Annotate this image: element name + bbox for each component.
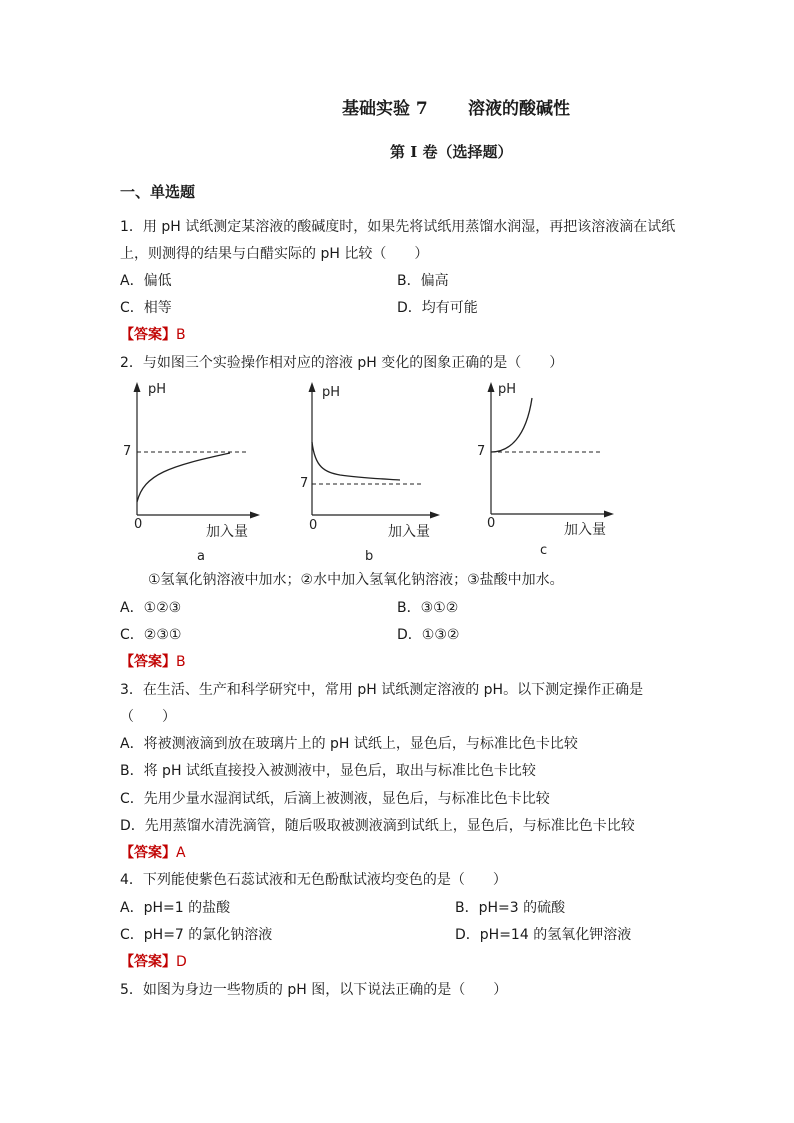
- q3-option-d: D．先用蒸馏水清洗滴管，随后吸取被测液滴到试纸上，显色后，与标准比色卡比较: [120, 818, 635, 834]
- section-heading: 一、单选题: [120, 183, 196, 201]
- q4-option-a: A．pH=1 的盐酸: [120, 900, 231, 916]
- subtitle: 第 I 卷（选择题）: [390, 143, 513, 161]
- graph-b-origin: 0: [309, 518, 318, 533]
- q1-answer: B: [176, 327, 186, 343]
- q3-answer-row: [120, 844, 186, 862]
- graph-a-x-label: 加入量: [206, 524, 248, 540]
- q4-answer-row: [120, 953, 187, 971]
- graph-b-ref-label: 7: [300, 476, 309, 491]
- graph-b-y-label: pH: [322, 385, 341, 400]
- graph-c: [484, 380, 614, 520]
- graph-c-caption: c: [540, 543, 548, 558]
- title-right: 溶液的酸碱性: [468, 99, 570, 119]
- q4-option-b: B．pH=3 的硫酸: [455, 900, 566, 916]
- q2-option-d: D．①③②: [397, 627, 460, 643]
- title-left: 基础实验 7: [342, 99, 428, 119]
- graph-a: [130, 380, 260, 520]
- q4-option-d: D．pH=14 的氢氧化钾溶液: [455, 927, 632, 943]
- q1-line2: 上，则测得的结果与白醋实际的 pH 比较（ ）: [120, 246, 429, 262]
- q4-option-c: C．pH=7 的氯化钠溶液: [120, 927, 273, 943]
- q1-answer-row: [120, 326, 186, 344]
- q1-option-b: B．偏高: [397, 273, 449, 289]
- graph-a-origin: 0: [134, 517, 143, 532]
- q3-option-c: C．先用少量水湿润试纸，后滴上被测液，显色后，与标准比色卡比较: [120, 791, 550, 807]
- q1-option-d: D．均有可能: [397, 300, 478, 316]
- q4-answer: D: [176, 954, 187, 970]
- q1-option-c: C．相等: [120, 300, 172, 316]
- graph-b: [305, 380, 440, 520]
- q2-option-c: C．②③①: [120, 627, 182, 643]
- q2-note: ①氢氧化钠溶液中加水；②水中加入氢氧化钠溶液；③盐酸中加水。: [148, 572, 564, 588]
- graph-c-x-label: 加入量: [564, 522, 606, 538]
- graph-a-ref-label: 7: [123, 444, 132, 459]
- answer-label: 【答案】: [120, 954, 176, 970]
- graph-a-y-label: pH: [148, 382, 167, 397]
- q2-stem: 2．与如图三个实验操作相对应的溶液 pH 变化的图象正确的是（ ）: [120, 355, 564, 371]
- answer-label: 【答案】: [120, 845, 176, 861]
- q2-option-a: A．①②③: [120, 600, 182, 616]
- q3-line1: 3．在生活、生产和科学研究中，常用 pH 试纸测定溶液的 pH。以下测定操作正确是: [120, 682, 644, 698]
- q1-option-a: A．偏低: [120, 273, 172, 289]
- answer-label: 【答案】: [120, 654, 176, 670]
- graph-a-caption: a: [197, 549, 205, 564]
- q3-line2: （ ）: [120, 709, 176, 725]
- graph-c-ref-label: 7: [477, 444, 486, 459]
- graph-b-x-label: 加入量: [388, 524, 430, 540]
- q2-answer: B: [176, 654, 186, 670]
- q2-option-b: B．③①②: [397, 600, 459, 616]
- graph-c-y-label: pH: [498, 382, 517, 397]
- q2-answer-row: [120, 653, 186, 671]
- q1-line1: 1．用 pH 试纸测定某溶液的酸碱度时，如果先将试纸用蒸馏水润湿，再把该溶液滴在试纸: [120, 219, 676, 235]
- q3-option-b: B．将 pH 试纸直接投入被测液中，显色后，取出与标准比色卡比较: [120, 763, 536, 779]
- q4-stem: 4．下列能使紫色石蕊试液和无色酚酞试液均变色的是（ ）: [120, 872, 507, 888]
- q3-option-a: A．将被测液滴到放在玻璃片上的 pH 试纸上，显色后，与标准比色卡比较: [120, 736, 578, 752]
- answer-label: 【答案】: [120, 327, 176, 343]
- graph-c-origin: 0: [487, 516, 496, 531]
- q3-answer: A: [176, 845, 186, 861]
- graph-b-caption: b: [365, 549, 374, 564]
- q5-stem: 5．如图为身边一些物质的 pH 图，以下说法正确的是（ ）: [120, 982, 508, 998]
